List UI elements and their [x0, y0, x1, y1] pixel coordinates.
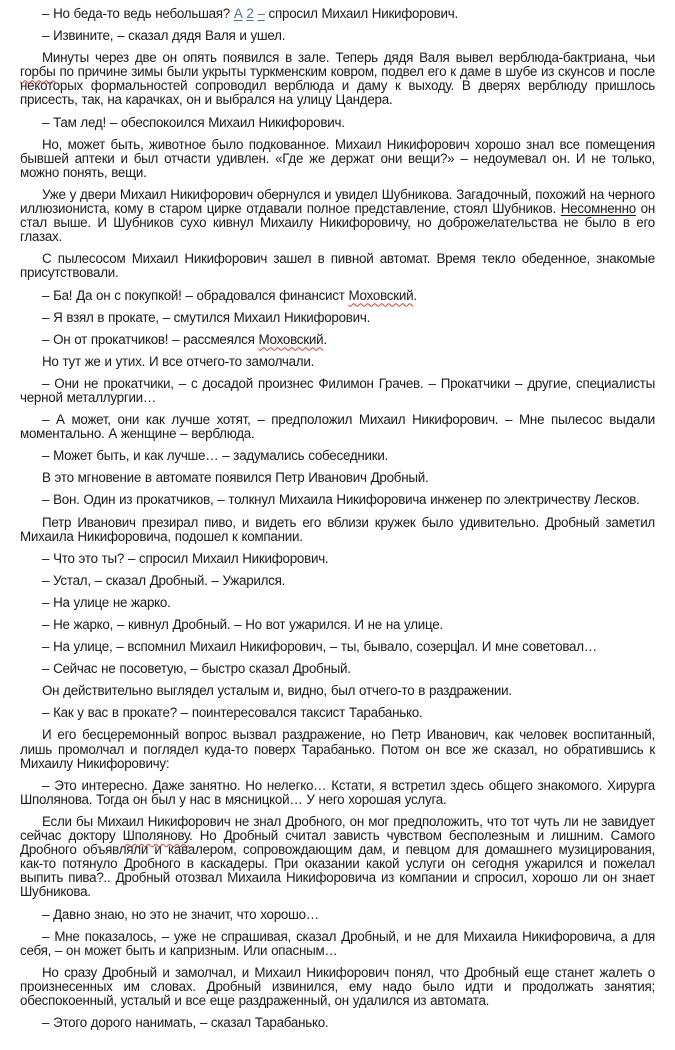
paragraph[interactable]: [20, 188, 655, 244]
paragraph[interactable]: [20, 116, 655, 130]
paragraph[interactable]: [20, 728, 655, 770]
paragraph[interactable]: [20, 1016, 655, 1030]
text-run: – Что это ты? – спросил Михаил Никифорович.: [42, 550, 329, 566]
text-run: Петр Иванович презирал пиво, и видеть его вблизи кружек было удивительно. Дробный заметил Михаила Никифоровича, подошел к компании.: [20, 514, 655, 544]
paragraph[interactable]: [20, 930, 655, 958]
text-run: – Может быть, и как лучше… – задумались собеседники.: [42, 448, 389, 464]
underlined-text: Несомненно: [560, 201, 636, 217]
text-run: – На улице не жарко.: [42, 594, 171, 610]
misspelled-word[interactable]: горбы: [20, 64, 56, 80]
text-run: – Этого дорого нанимать, – сказал Тарабанько.: [42, 1015, 329, 1031]
text-run: – Как у вас в прокате? – поинтересовался таксист Тарабанько.: [42, 705, 423, 721]
tracked-change-text: 2: [246, 6, 254, 21]
text-run: .: [413, 287, 417, 303]
text-run: Если бы Михаил Никифорович не знал Дробного, он мог предположить, что тот чуть ли не завидует сейчас доктору: [20, 813, 655, 844]
text-run: Уже у двери Михаил Никифорович обернулся и увидел Шубникова. Загадочный, похожий на черного иллюзиониста, кому в старом цирке отдавали полное представление, стоял Шубников.: [20, 186, 655, 217]
text-run: ал. И мне советовал…: [459, 639, 597, 655]
paragraph[interactable]: [20, 333, 655, 347]
paragraph[interactable]: [20, 289, 655, 303]
paragraph[interactable]: [20, 413, 655, 441]
paragraph[interactable]: [20, 516, 655, 544]
document-body[interactable]: [20, 7, 655, 1030]
paragraph[interactable]: [20, 640, 655, 654]
paragraph[interactable]: [20, 377, 655, 405]
paragraph[interactable]: [20, 252, 655, 280]
misspelled-word[interactable]: Шполянову: [122, 828, 190, 844]
text-run: В это мгновение в автомате появился Петр Иванович Дробный.: [42, 470, 429, 486]
text-run: Но сразу Дробный и замолчал, и Михаил Никифорович понял, что Дробный еще станет жалеть о произнесенных им словах. Дробный извинился, ему надо было идти и продолжать занятия; обеспокоенный, усталый и все еще раздраженный, он удалился из автомата.: [20, 964, 655, 1008]
paragraph[interactable]: [20, 138, 655, 180]
paragraph[interactable]: [20, 966, 655, 1008]
paragraph[interactable]: [20, 7, 655, 21]
paragraph[interactable]: [20, 471, 655, 485]
text-run: Он действительно выглядел усталым и, видно, был отчего-то в раздражении.: [42, 683, 512, 699]
text-run: по причине зимы были укрыты туркменским ковром, подвел его к даме в шубе из скунсов и после некоторых формальностей сопроводил верблюда и даму к выходу. В дверях верблюду пришлось присесть, так, на карачках, он и выбрался на улицу Цандера.: [20, 64, 655, 108]
text-run: он стал выше. И Шубников сухо кивнул Михаилу Никифоровичу, но доброжелательства не было в его глазах.: [20, 201, 655, 245]
text-run: – Не жарко, – кивнул Дробный. – Но вот ужарился. И не на улице.: [42, 617, 443, 632]
paragraph[interactable]: [20, 596, 655, 610]
paragraph[interactable]: [20, 493, 655, 507]
paragraph[interactable]: [20, 706, 655, 720]
tracked-change-text: А: [233, 6, 243, 21]
tracked-change-text: –: [257, 6, 265, 21]
text-run: – Давно знаю, но это не значит, что хорошо…: [42, 906, 319, 922]
paragraph[interactable]: [20, 815, 655, 900]
text-run: – Извините, – сказал дядя Валя и ушел.: [42, 28, 286, 44]
paragraph[interactable]: [20, 779, 655, 807]
paragraph[interactable]: [20, 311, 655, 325]
paragraph[interactable]: [20, 51, 655, 107]
text-run: – Это интересно. Даже занятно. Но нелегко… Кстати, я встретил здесь общего знакомого. Хирурга Шполянова. Тогда он был у нас в мясницкой… У него хорошая услуга.: [20, 777, 655, 807]
text-run: Минуты через две он опять появился в зале. Теперь дядя Валя вывел верблюда-бактриана, чьи: [42, 50, 655, 66]
text-run: Но тут же и утих. И все отчего-то замолчали.: [42, 353, 315, 369]
paragraph[interactable]: [20, 552, 655, 566]
misspelled-word[interactable]: Моховский: [348, 287, 414, 303]
paragraph[interactable]: [20, 684, 655, 698]
paragraph[interactable]: [20, 908, 655, 922]
text-run: – Ба! Да он с покупкой! – обрадовался финансист: [42, 287, 349, 303]
paragraph[interactable]: [20, 29, 655, 43]
text-run: – Вон. Один из прокатчиков, – толкнул Михаила Никифоровича инженер по электричеству Лесков.: [42, 492, 640, 508]
paragraph[interactable]: [20, 618, 655, 632]
text-run: – Они не прокатчики, – с досадой произнес Филимон Грачев. – Прокатчики – другие, специалисты черной металлургии…: [20, 375, 655, 405]
text-run: – Он от прокатчиков! – рассмеялся: [42, 331, 259, 347]
misspelled-word[interactable]: Моховский: [258, 331, 324, 347]
paragraph[interactable]: [20, 662, 655, 676]
text-run: И его бесцеремонный вопрос вызвал раздражение, но Петр Иванович, как человек воспитанный, лишь промолчал и поглядел куда-то поверх Тарабанько. Потом он все же сказал, но обратившись к Михаилу Никифоровичу:: [20, 727, 655, 771]
text-run: – Там лед! – обеспокоился Михаил Никифорович.: [42, 114, 345, 130]
text-run: спросил Михаил Никифорович.: [264, 6, 458, 21]
text-run: Но, может быть, животное было подкованное. Михаил Никифорович хорошо знал все помещения бывшей аптеки и был отчасти удивлен. «Где же держат они вещи?» – недоумевал он. И не только, можно понять, вещи.: [20, 136, 655, 180]
text-run: – На улице, – вспомнил Михаил Никифорович, – ты, бывало, созерц: [42, 639, 458, 655]
text-run: – Но беда-то ведь небольшая?: [42, 6, 234, 21]
paragraph[interactable]: [20, 355, 655, 369]
paragraph[interactable]: [20, 574, 655, 588]
text-run: .: [323, 331, 327, 347]
text-run: – Я взял в прокате, – смутился Михаил Никифорович.: [42, 309, 371, 325]
text-run: . Но Дробный считал зависть чувством бесполезным и лишним. Самого Дробного объявляли и кавалером, сопровождающим дам, и певцом для домашнего музицирования, как-то потянуло Дробного в каскадеры. При оказании какой услуги он сегодня ужарился и пожелал выпить пива?.. Дробный отозвал Михаила Никифоровича из компании и спросил, хорошо ли он знает Шубникова.: [20, 828, 655, 900]
text-run: – Сейчас не посоветую, – быстро сказал Дробный.: [42, 661, 351, 677]
text-run: – А может, они как лучше хотят, – предположил Михаил Никифорович. – Мне пылесос выдали моментально. А женщине – верблюда.: [20, 412, 655, 442]
text-run: – Устал, – сказал Дробный. – Ужарился.: [42, 572, 286, 588]
paragraph[interactable]: [20, 449, 655, 463]
text-run: С пылесосом Михаил Никифорович зашел в пивной автомат. Время текло обеденное, знакомые присутствовали.: [20, 251, 655, 281]
text-run: – Мне показалось, – уже не спрашивая, сказал Дробный, и не для Михаила Никифоровича, а для себя, – он может быть и капризным. Или опасным…: [20, 928, 655, 958]
